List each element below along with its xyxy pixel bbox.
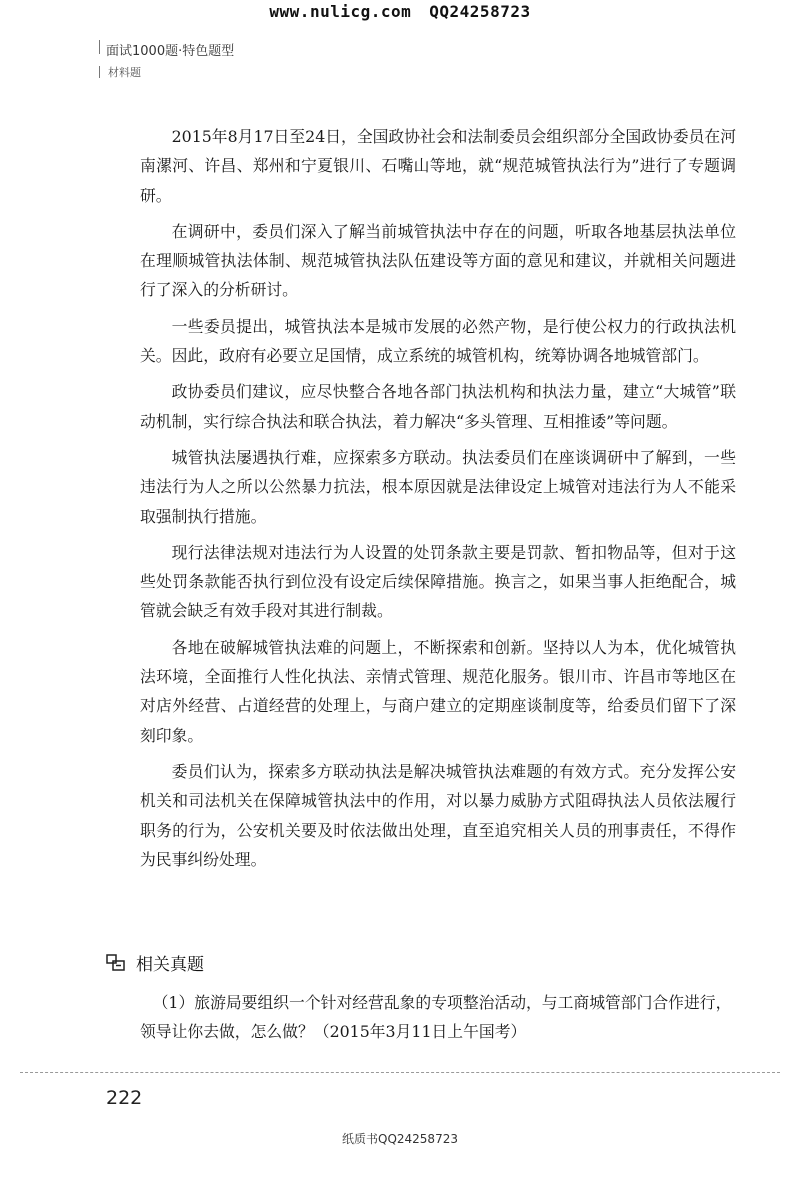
paragraph: 委员们认为，探索多方联动执法是解决城管执法难题的有效方式。充分发挥公安机关和司法机关在保障城管执法中的作用，对以暴力威胁方式阻碍执法人员依法履行职务的行为，公安机关要及时依法做出处理，直至追究相关人员的刑事责任，不得作为民事纠纷处理。 <box>140 761 736 869</box>
section-heading <box>106 950 204 975</box>
footer-watermark: 纸质书QQ24258723 <box>342 1132 458 1146</box>
watermark-url: www.nulicg.com <box>269 2 412 21</box>
top-watermark <box>0 2 800 21</box>
margin-tick <box>99 40 100 54</box>
running-head-title: 面试1000题·特色题型 <box>106 44 235 59</box>
running-head-subtitle: 材料题 <box>108 66 141 79</box>
margin-tick <box>99 66 100 78</box>
exam-question <box>140 988 736 1047</box>
paragraph: 2015年8月17日至24日，全国政协社会和法制委员会组织部分全国政协委员在河南漯河、许昌、郑州和宁夏银川、石嘴山等地，就“规范城管执法行为”进行了专题调研。 <box>140 127 736 205</box>
paragraph: 政协委员们建议，应尽快整合各地各部门执法机构和执法力量，建立“大城管”联动机制，实行综合执法和联合执法，着力解决“多头管理、互相推诿”等问题。 <box>140 382 736 431</box>
paragraph: 城管执法屡遇执行难，应探索多方联动。执法委员们在座谈调研中了解到，一些违法行为人之所以公然暴力抗法，根本原因就是法律设定上城管对违法行为人不能采取强制执行措施。 <box>140 447 736 526</box>
section-title: 相关真题 <box>136 955 204 975</box>
related-questions-icon <box>106 954 126 972</box>
footer-divider <box>20 1072 780 1073</box>
question-text: （1）旅游局要组织一个针对经营乱象的专项整治活动，与工商城管部门合作进行，领导让你去做，怎么做？（2015年3月11日上午国考） <box>140 993 732 1042</box>
paragraph: 在调研中，委员们深入了解当前城管执法中存在的问题，听取各地基层执法单位在理顺城管执法体制、规范城管执法队伍建设等方面的意见和建议，并就相关问题进行了深入的分析研讨。 <box>140 221 736 300</box>
paragraph: 各地在破解城管执法难的问题上，不断探索和创新。坚持以人为本，优化城管执法环境，全面推行人性化执法、亲情式管理、规范化服务。银川市、许昌市等地区在对店外经营、占道经营的处理上，与商户建立的定期座谈制度等，给委员们留下了深刻印象。 <box>140 637 736 745</box>
paragraph: 现行法律法规对违法行为人设置的处罚条款主要是罚款、暂扣物品等，但对于这些处罚条款能否执行到位没有设定后续保障措施。换言之，如果当事人拒绝配合，城管就会缺乏有效手段对其进行制裁。 <box>140 542 736 621</box>
paragraph: 一些委员提出，城管执法本是城市发展的必然产物，是行使公权力的行政执法机关。因此，政府有必要立足国情，成立系统的城管机构，统筹协调各地城管部门。 <box>140 316 736 366</box>
article-body <box>140 122 736 881</box>
watermark-qq: QQ24258723 <box>429 2 531 21</box>
page-number: 222 <box>106 1087 143 1109</box>
